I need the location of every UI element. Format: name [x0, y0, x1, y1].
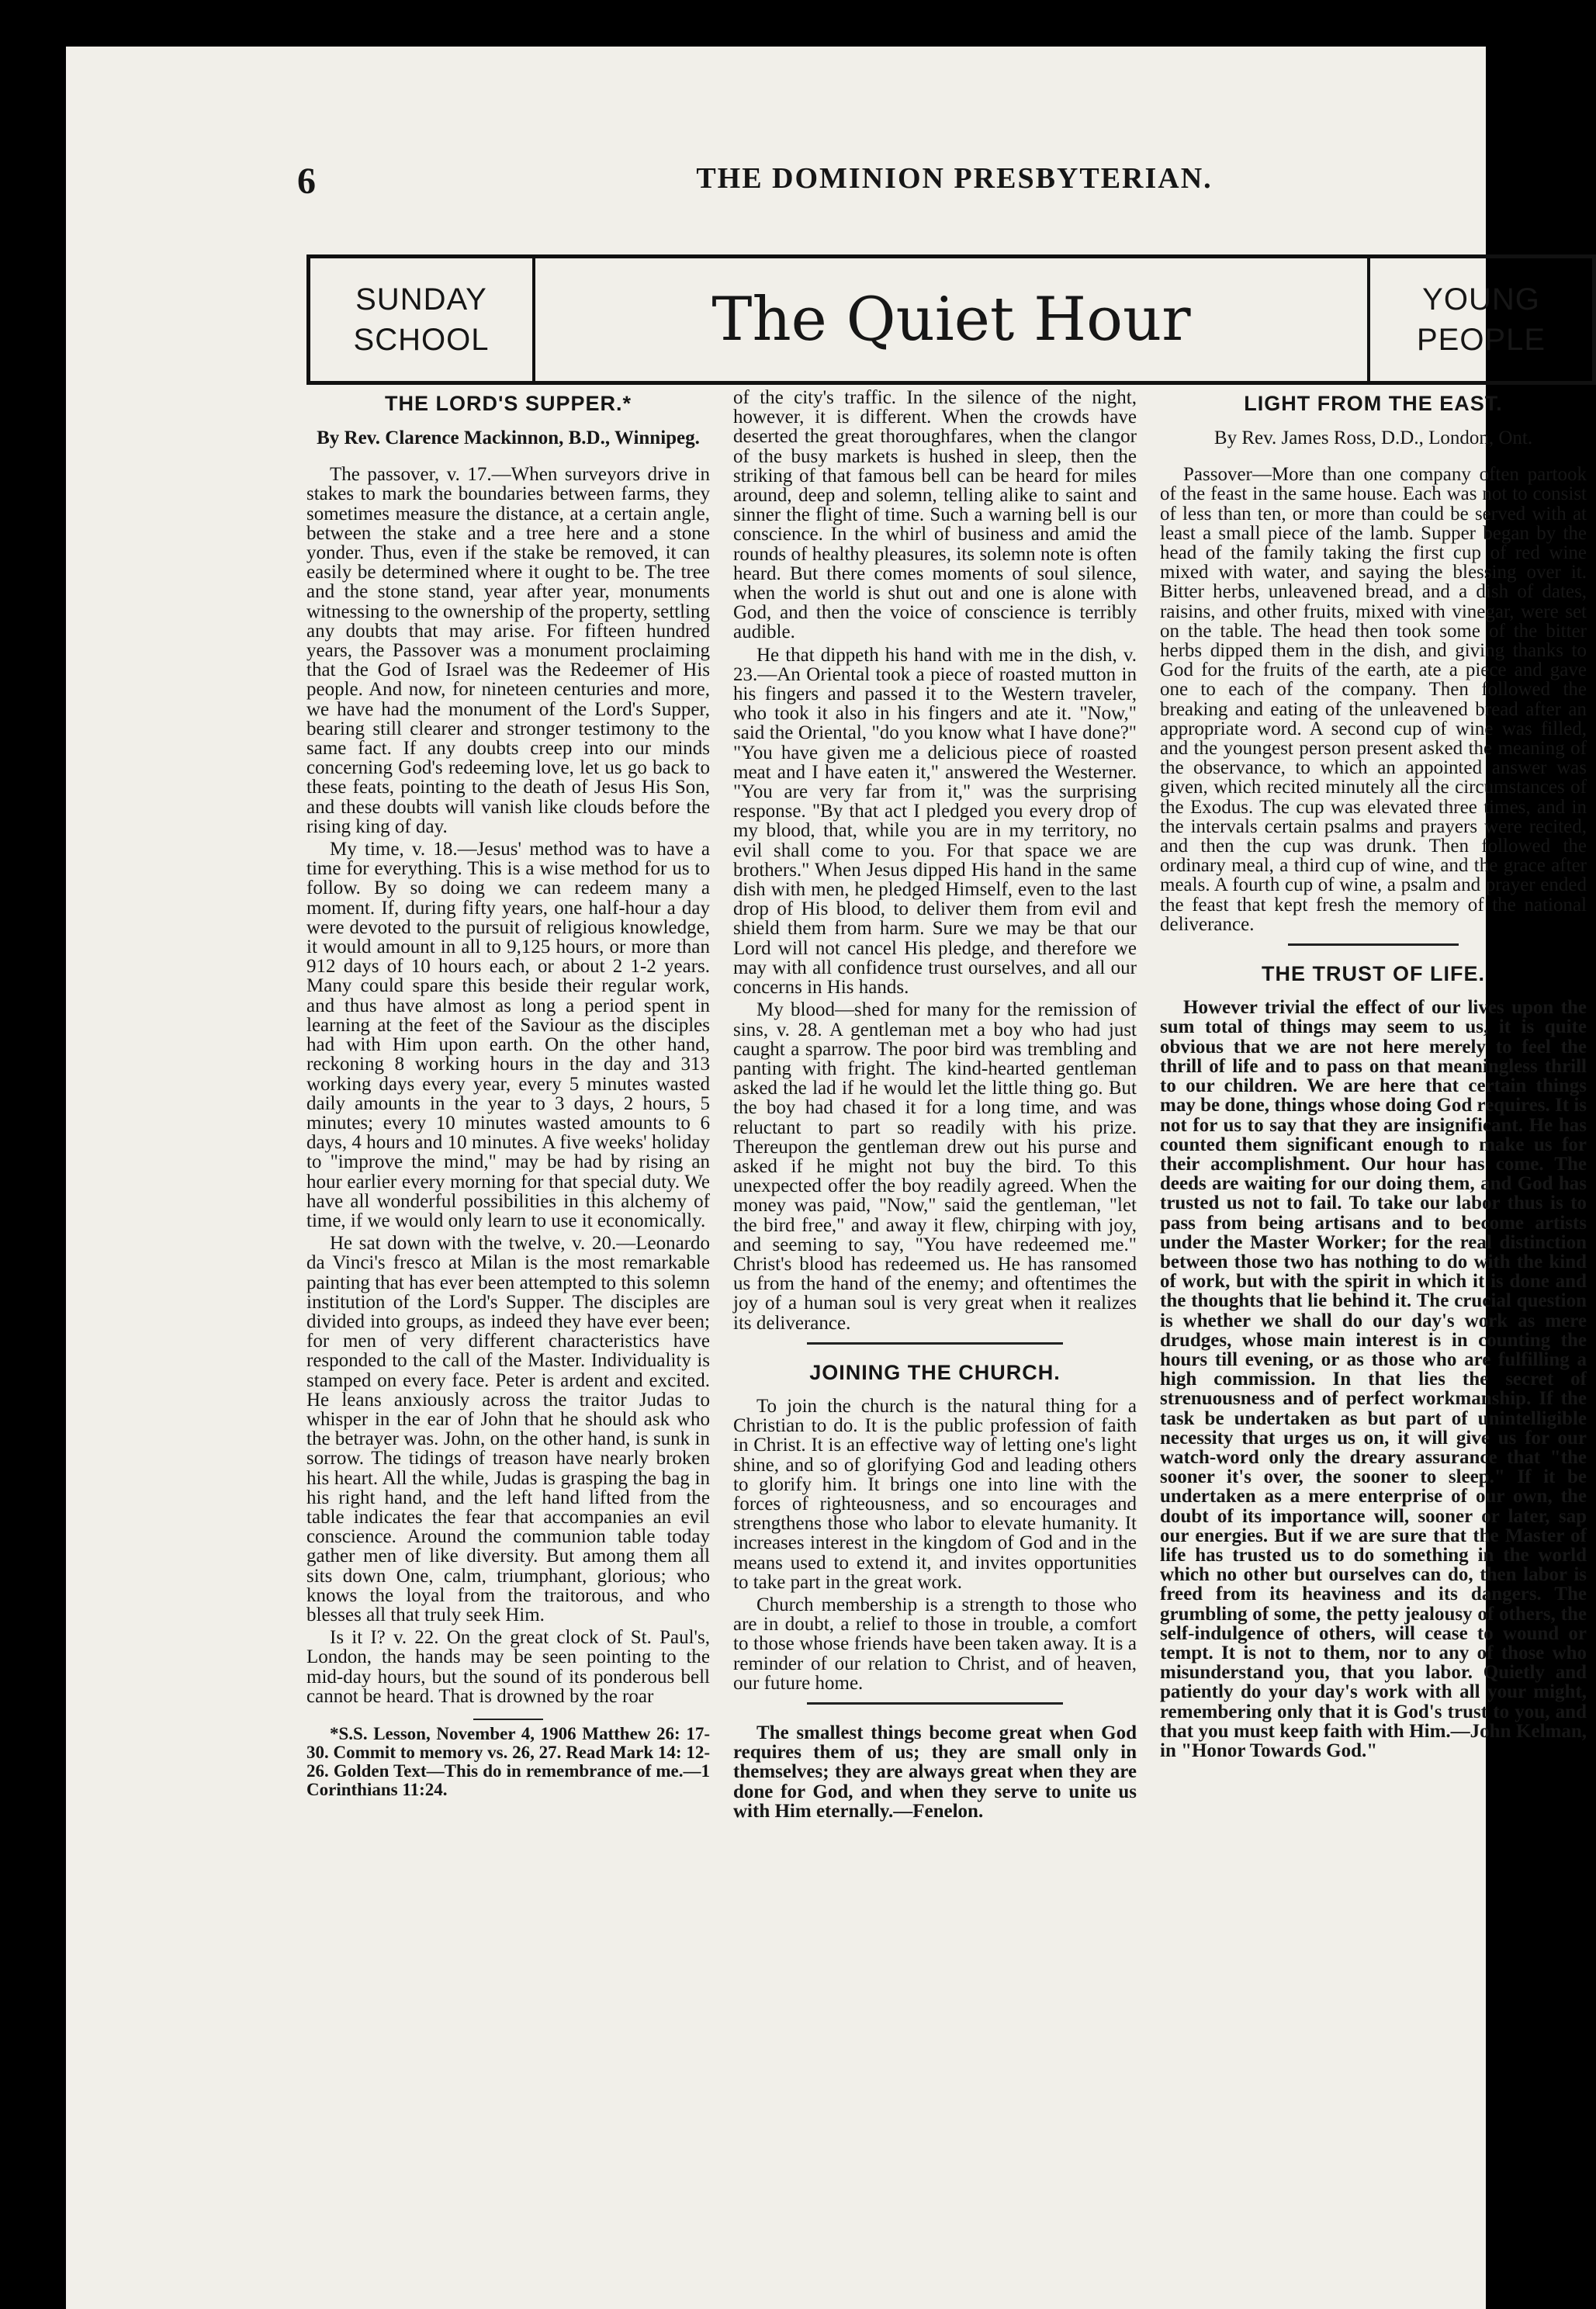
article-paragraph: of the city's traffic. In the silence of the night, however, it is different. When the crowds have deserted the great thoroughfares, when the clangor of the busy markets is hushed in sleep, then the striking of that famous bell can be heard for miles around, deep and solemn, telling alike to saint and sinner the flight of time. Such a warning bell is our conscience. In the whirl of business and amid the rounds of healthy pleasures, its solemn note is often heard. But there comes moments of soul silence, when the world is shut out and one is alone with God, and then the voice of conscience is terribly audible.	[733, 387, 1137, 643]
article-paragraph: Church membership is a strength to those who are in doubt, a relief to those in trouble, a comfort to those whose friends have been taken away. It is a reminder of our relation to Christ, and of heaven, our future home.	[733, 1594, 1137, 1694]
article-heading: THE TRUST OF LIFE.	[1262, 962, 1485, 986]
masthead-left-line1: SUNDAY	[355, 282, 487, 317]
newspaper-page	[66, 47, 1587, 2309]
article-paragraph: My blood—shed for many for the remission of sins, v. 28. A gentleman met a boy who had just caught a sparrow. The poor bird was trembling and panting with fright. The kind-hearted gentleman asked the lad if he would let the little thing go. But the boy had chased it for a long time, and was reluctant to part so readily with his prize. Thereupon the gentleman drew out his purse and asked if he might not buy the bird. To this unexpected offer the boy readily agreed. When the money was paid, "Now," said the gentleman, "let the bird free," and away it flew, chirping with joy, and seeming to say, "You have redeemed me." Christ's blood has redeemed us. He has ransomed us from the hand of the enemy; and oftentimes the joy of a human soul is very great when it realizes its deliverance.	[733, 999, 1137, 1334]
footnote: *S.S. Lesson, November 4, 1906 Matthew 26: 17-30. Commit to memory vs. 26, 27. Read Mark 14: 12-26. Golden Text—This do in remembrance of me.—1 Corinthians 11:24.	[306, 1724, 710, 1799]
article-byline: By Rev. Clarence Mackinnon, B.D., Winnipeg.	[317, 428, 700, 449]
article-paragraph: He that dippeth his hand with me in the dish, v. 23.—An Oriental took a piece of roasted mutton in his fingers and passed it to the Western traveler, who took it also in his fingers and ate it. "Now," said the Oriental, "do you know what I have done?" "You have given me a delicious piece of roasted meat and I have eaten it," answered the Westerner. "You are very far from it," was the surprising response. "By that act I pledged you every drop of my blood, that, while you are in my territory, no evil shall come to you. For that space we are brothers." When Jesus dipped His hand in the same dish with men, he pledged Himself, even to the last drop of His blood, to deliver them from evil and shield them from harm. Sure we may be that our Lord will not cancel His pledge, and therefore we may with all confidence trust ourselves, and all our concerns in His hands.	[733, 644, 1137, 999]
running-header	[244, 155, 1432, 202]
article-paragraph: Is it I? v. 22. On the great clock of St. Paul's, London, the hands may be seen pointing to the mid-day hours, but the sound of its ponderous bell cannot be heard. That is drowned by the roar	[306, 1627, 710, 1707]
article-paragraph: Passover—More than one company often partook of the feast in the same house. Each was not to consist of less than ten, or more than could be served with at least a small piece of the lamb. Supper began by the head of the family taking the first cup of red wine mixed with water, and saying the blessing over it. Bitter herbs, unleavened bread, and a dish of dates, raisins, and other fruits, mixed with vinegar, were set on the table. The head then took some of the bitter herbs dipped them in the dish, and giving thanks to God for the fruits of the earth, ate a piece and gave one to each of the company. Then followed the breaking and eating of the unleavened bread after an appropriate word. A second cup of wine was filled, and the youngest person present asked the meaning of the observance, to which an appointed answer was given, which recited minutely all the circumstances of the Exodus. The cup was elevated three times, and in the intervals certain psalms and prayers were recited, and then the cup was drunk. Then followed the ordinary meal, a third cup of wine, and the grace after meals. A fourth cup of wine, a psalm and prayer ended the feast that kept fresh the memory of the national deliverance.	[1160, 464, 1587, 935]
article-byline: By Rev. James Ross, D.D., London, Ont.	[1213, 428, 1533, 449]
quote-paragraph: The smallest things become great when God requires them of us; they are small only in themselves; they are always great when they are done for God, and when they serve to unite us with Him eternally.—Fenelon.	[733, 1722, 1137, 1822]
article-heading: JOINING THE CHURCH.	[809, 1360, 1061, 1384]
masthead-right-box	[1367, 258, 1592, 381]
page-number: 6	[297, 161, 316, 202]
article-paragraph: My time, v. 18.—Jesus' method was to have a time for everything. This is a wise method for us to follow. By so doing we can redeem many a moment. If, during fifty years, one half-hour a day were devoted to the pursuit of religious knowledge, it would amount in all to 9,125 hours, or more than 912 days of 10 hours each, or about 2 1-2 years. Many could spare this beside their regular work, and thus have almost as long a period spent in learning at the feet of the Saviour as the disciples had with Him upon earth. On the other hand, reckoning 8 working hours in the day and 313 working days every year, every 5 minutes wasted daily amounts in the year to 3 days, 2 hours, 5 minutes; every 10 minutes wasted amounts to 6 days, 4 hours and 10 minutes. A five weeks' holiday to "improve the mind," may be had by rising an hour earlier every morning for that special duty. We have all wonderful possibilities in this alchemy of time, if we would only learn to use it economically.	[306, 839, 710, 1231]
column-3	[1160, 388, 1587, 1760]
section-divider	[1288, 943, 1459, 946]
page-content	[244, 47, 1587, 2309]
article-paragraph: To join the church is the natural thing for a Christian to do. It is the public profession of faith in Christ. It is an effective way of letting one's light shine, and so of glorifying God and leading others to glorify him. It brings one into line with the forces of righteousness, and so encourages and strengthens those who labor to elevate humanity. It increases interest in the kingdom of God and in the means used to extend it, and invites opportunities to take part in the great work.	[733, 1395, 1137, 1593]
column-2	[733, 388, 1137, 1821]
article-paragraph: He sat down with the twelve, v. 20.—Leonardo da Vinci's fresco at Milan is the most remarkable painting that has ever been attempted to this solemn institution of the Lord's Supper. The disciples are divided into groups, as indeed they have ever been; for men of very different characteristics have responded to the call of the Master. Individuality is stamped on every face. Peter is ardent and excited. He leans anxiously across the traitor Judas to whisper in the ear of John that he should ask who the betrayer was. John, on the other hand, is sunk in sorrow. The tidings of treason have nearly broken his heart. All the while, Judas is grasping the bag in his right hand, and the left hand lifted from the table indicates the fear that accompanies an evil conscience. Around the communion table today gather men of like diversity. But among them all sits down One, calm, triumphant, glorious; who knows the loyal from the traitorous, and who blesses all that truly seek Him.	[306, 1233, 710, 1625]
article-heading: THE LORD'S SUPPER.*	[385, 392, 632, 415]
column-1	[306, 388, 710, 1799]
article-paragraph: However trivial the effect of our lives upon the sum total of things may seem to us, it is quite obvious that we are not here merely to feel the thrill of life and to pass on that meaningless thrill to our children. We are here that certain things may be done, things whose doing God requires. It is not for us to say that they are insignificant. He has counted them significant enough to make us for their accomplishment. Our hour has come. The deeds are waiting for our doing them, and God has trusted us not to fail. To take our labor thus is to pass from being artisans and to become artists under the Master Worker; for the real distinction between those two has nothing to do with the kind of work, but with the spirit in which it is done and the thoughts that lie behind it. The crucial question is whether we shall do our day's work as mere drudges, whose main interest is in counting the hours till evening, or as those who are fulfilling a high commission. In that lies the secret of strenuousness and of perfect workmanship. If the task be undertaken as but part of unintelligible necessity that urges us on, it will give us for our watch-word only the dreary assurance that "the sooner it's over, the sooner to sleep." If it be undertaken as a mere enterprise of our own, the doubt of its importance will, sooner or later, sap our energies. But if we are sure that the Master of life has trusted us to do something in the world which no other but ourselves can do, then labor is freed from its heaviness and its dangers. The grumbling of some, the petty jealousy of others, the self-indulgence of others, will cease to wound or tempt. It is not to them, nor to any of those who misunderstand you, that you labor. Quietly and patiently do your day's work with all your might, remembering only that it is God's trust to you, and that you must keep faith with Him.—John Kelman, in "Honor Towards God."	[1160, 997, 1587, 1761]
masthead-right-line2: PEOPLE	[1416, 323, 1546, 357]
section-divider	[807, 1702, 1063, 1705]
article-heading: LIGHT FROM THE EAST.	[1244, 392, 1503, 415]
section-title: The Quiet Hour	[711, 285, 1191, 355]
section-masthead	[306, 254, 1596, 385]
journal-title: THE DOMINION PRESBYTERIAN.	[696, 162, 1213, 195]
article-paragraph: The passover, v. 17.—When surveyors drive in stakes to mark the boundaries between farms, they sometimes measure the distance, at a certain angle, between the stake and a tree here and a stone yonder. Thus, even if the stake be removed, it can easily be determined where it ought to be. The tree and the stone stand, year after year, monuments witnessing to the ownership of the property, settling any doubts that may arise. For fifteen hundred years, the Passover was a monument proclaiming that the God of Israel was the Redeemer of His people. And now, for nineteen centuries and more, we have had the monument of the Lord's Supper, bearing still clearer and stronger testimony to the same fact. If any doubts creep into our minds concerning God's redeeming love, let us go back to these feats, pointing to the death of Jesus His Son, and these doubts will vanish like clouds before the rising king of day.	[306, 464, 710, 837]
masthead-left-line2: SCHOOL	[353, 323, 490, 357]
masthead-left-box	[310, 258, 535, 381]
footnote-divider	[473, 1719, 543, 1720]
masthead-right-line1: YOUNG	[1422, 282, 1540, 317]
section-divider	[807, 1342, 1063, 1345]
